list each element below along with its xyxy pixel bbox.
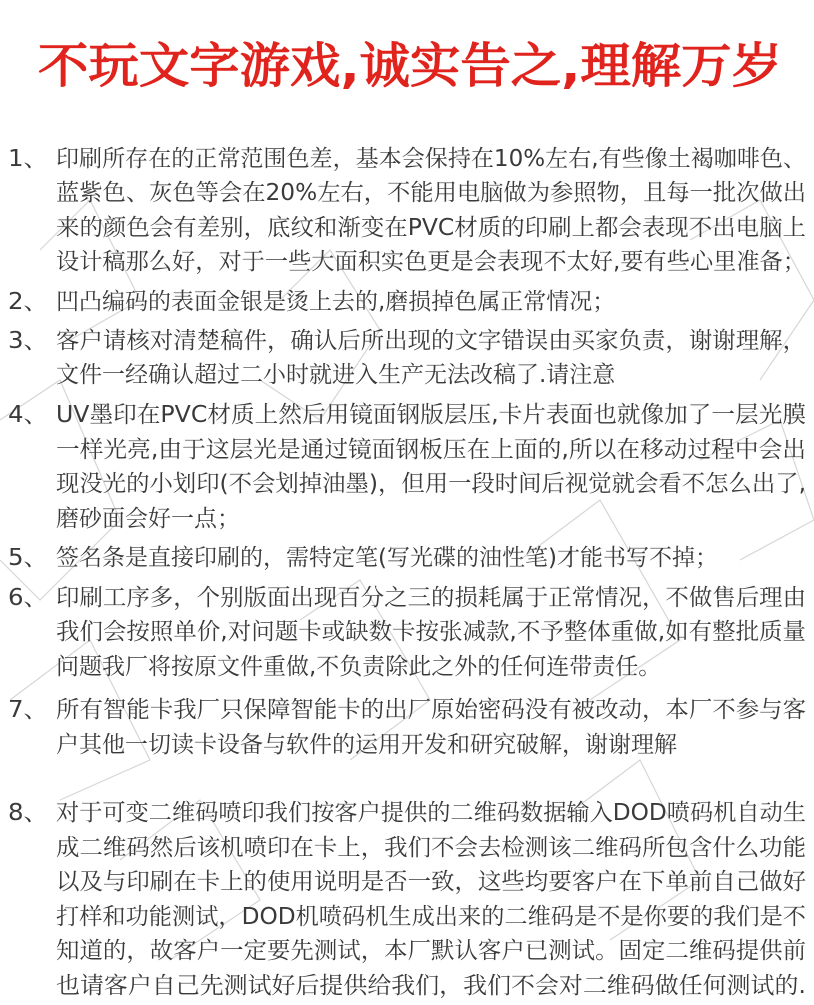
item-line: 磨砂面会好一点； <box>56 506 240 532</box>
notice-item <box>8 289 615 315</box>
item-line: 文件一经确认超过二小时就进入生产无法改稿了.请注意 <box>56 362 616 388</box>
item-number: 1、 <box>8 146 48 172</box>
item-line: 成二维码然后该机喷印在卡上，我们不会去检测该二维码所包含什么功能 <box>56 835 806 861</box>
item-line: 印刷工序多，个别版面出现百分之三的损耗属于正常情况，不做售后理由 <box>56 585 806 611</box>
notice-item <box>8 585 806 680</box>
item-number: 8、 <box>8 800 48 826</box>
item-line: 蓝紫色、灰色等会在20%左右，不能用电脑做为参照物，且每一批次做出 <box>56 180 806 206</box>
item-line: 以及与印刷在卡上的使用说明是否一致，这些均要客户在下单前自己做好 <box>56 869 806 895</box>
item-number: 4、 <box>8 402 48 428</box>
item-number: 7、 <box>8 697 48 723</box>
item-line: 客户请核对清楚稿件，确认后所出现的文字错误由买家负责，谢谢理解， <box>56 328 806 354</box>
item-line: 户其他一切读卡设备与软件的运用开发和研究破解，谢谢理解 <box>56 732 677 758</box>
item-number: 3、 <box>8 328 48 354</box>
notice-list <box>8 146 806 999</box>
notice-item <box>8 697 806 758</box>
item-line: 也请客户自己先测试好后提供给我们，我们不会对二维码做任何测试的. <box>56 973 806 999</box>
item-line: 我们会按照单价,对问题卡或缺数卡按张减款,不予整体重做,如有整批质量 <box>56 619 806 645</box>
notice-item <box>8 328 806 388</box>
item-line: 所有智能卡我厂只保障智能卡的出厂原始密码没有被改动，本厂不参与客 <box>56 697 806 723</box>
page-title: 不玩文字游戏,诚实告之,理解万岁 <box>38 38 782 94</box>
notice-item <box>8 146 806 275</box>
item-line: 印刷所存在的正常范围色差，基本会保持在10%左右,有些像土褐咖啡色、 <box>56 146 806 172</box>
item-number: 5、 <box>8 545 48 571</box>
item-line: 知道的，故客户一定要先测试，本厂默认客户已测试。固定二维码提供前 <box>56 938 806 964</box>
item-line: 凹凸编码的表面金银是烫上去的,磨损掉色属正常情况； <box>56 289 616 315</box>
item-line: 签名条是直接印刷的，需特定笔(写光碟的油性笔)才能书写不掉； <box>56 545 718 571</box>
notice-item <box>8 402 806 532</box>
item-line: 设计稿那么好，对于一些大面积实色更是会表现不太好,要有些心里准备； <box>56 249 806 275</box>
item-line: 现没光的小划印(不会划掉油墨)，但用一段时间后视觉就会看不怎么出了, <box>56 471 806 497</box>
notice-item <box>8 545 718 571</box>
item-number: 6、 <box>8 585 48 611</box>
item-number: 2、 <box>8 289 48 315</box>
item-line: UV墨印在PVC材质上然后用镜面钢版层压,卡片表面也就像加了一层光膜 <box>56 402 806 428</box>
item-line: 问题我厂将按原文件重做,不负责除此之外的任何连带责任。 <box>56 654 662 680</box>
item-line: 来的颜色会有差别，底纹和渐变在PVC材质的印刷上都会表现不出电脑上 <box>56 215 807 241</box>
item-line: 对于可变二维码喷印我们按客户提供的二维码数据输入DOD喷码机自动生 <box>56 800 806 826</box>
item-line: 打样和功能测试，DOD机喷码机生成出来的二维码是不是你要的我们是不 <box>56 904 806 930</box>
item-line: 一样光亮,由于这层光是通过镜面钢板压在上面的,所以在移动过程中会出 <box>56 437 806 463</box>
notice-item <box>8 800 806 999</box>
